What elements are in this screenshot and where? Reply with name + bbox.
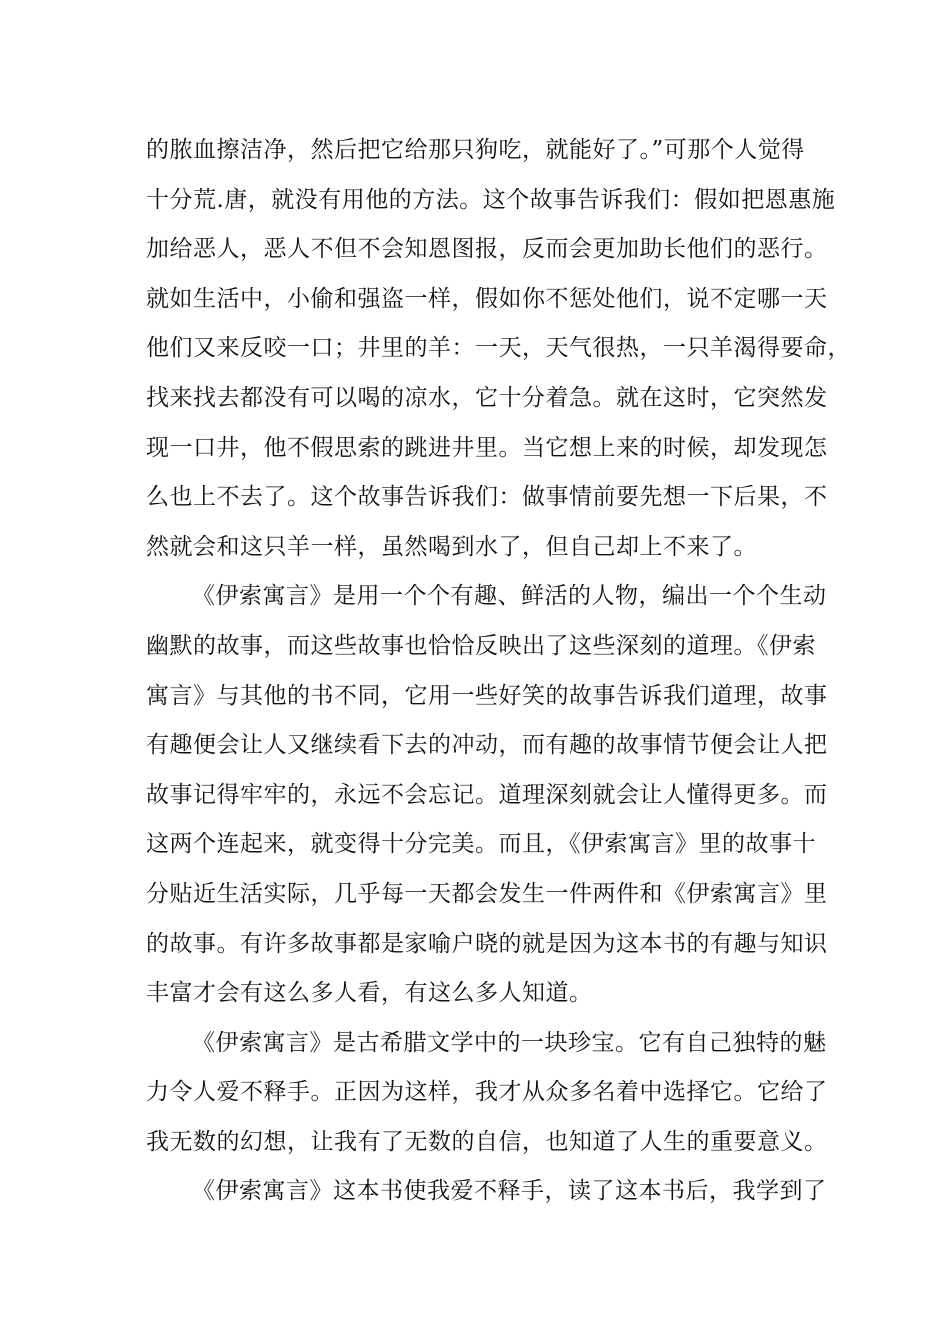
paragraph-start-line: 《伊索寓言》是用一个个有趣、鲜活的人物，编出一个个生动: [192, 583, 827, 610]
paragraph-start-line: 《伊索寓言》这本书使我爱不释手，读了这本书后，我学到了: [192, 1178, 827, 1205]
text-line: 的脓血擦洁净，然后把它给那只狗吃，就能好了。”可那个人觉得: [146, 137, 805, 163]
text-line: 故事记得牢牢的，永远不会忘记。道理深刻就会让人懂得更多。而: [146, 781, 828, 808]
text-line: 力令人爱不释手。正因为这样，我才从众多名着中选择它。它给了: [146, 1079, 828, 1106]
text-line: 的故事。有许多故事都是家喻户晓的就是因为这本书的有趣与知识: [146, 930, 828, 957]
text-line: 幽默的故事，而这些故事也恰恰反映出了这些深刻的道理。《伊索: [146, 632, 816, 659]
text-line: 丰富才会有这么多人看，有这么多人知道。: [146, 980, 593, 1007]
paragraph-start-line: 《伊索寓言》是古希腊文学中的一块珍宝。它有自己独特的魅: [192, 1029, 827, 1056]
text-line: 这两个连起来，就变得十分完美。而且，《伊索寓言》里的故事十: [146, 831, 816, 858]
text-line: 我无数的幻想，让我有了无数的自信，也知道了人生的重要意义。: [146, 1128, 828, 1155]
text-line: 寓言》与其他的书不同，它用一些好笑的故事告诉我们道理，故事: [146, 682, 828, 709]
text-line: 然就会和这只羊一样，虽然喝到水了，但自己却上不来了。: [146, 533, 757, 560]
body-text: [146, 126, 851, 1217]
text-line: 么也上不去了。这个故事告诉我们：做事情前要先想一下后果，不: [146, 484, 828, 511]
text-line: 加给恶人，恶人不但不会知恩图报，反而会更加助长他们的恶行。: [146, 236, 828, 263]
text-line: 他们又来反咬一口；井里的羊：一天，天气很热，一只羊渴得要命，: [146, 335, 851, 362]
text-line: 分贴近生活实际，几乎每一天都会发生一件两件和《伊索寓言》里: [146, 880, 828, 907]
text-line: 有趣便会让人又继续看下去的冲动，而有趣的故事情节便会让人把: [146, 732, 828, 759]
text-line: 找来找去都没有可以喝的凉水，它十分着急。就在这时，它突然发: [146, 384, 828, 411]
text-line: 就如生活中，小偷和强盗一样，假如你不惩处他们，说不定哪一天: [146, 285, 828, 312]
text-line: 现一口井，他不假思索的跳进井里。当它想上来的时候，却发现怎: [146, 434, 828, 461]
text-line: 十分荒.唐，就没有用他的方法。这个故事告诉我们：假如把恩惠施: [146, 186, 836, 213]
